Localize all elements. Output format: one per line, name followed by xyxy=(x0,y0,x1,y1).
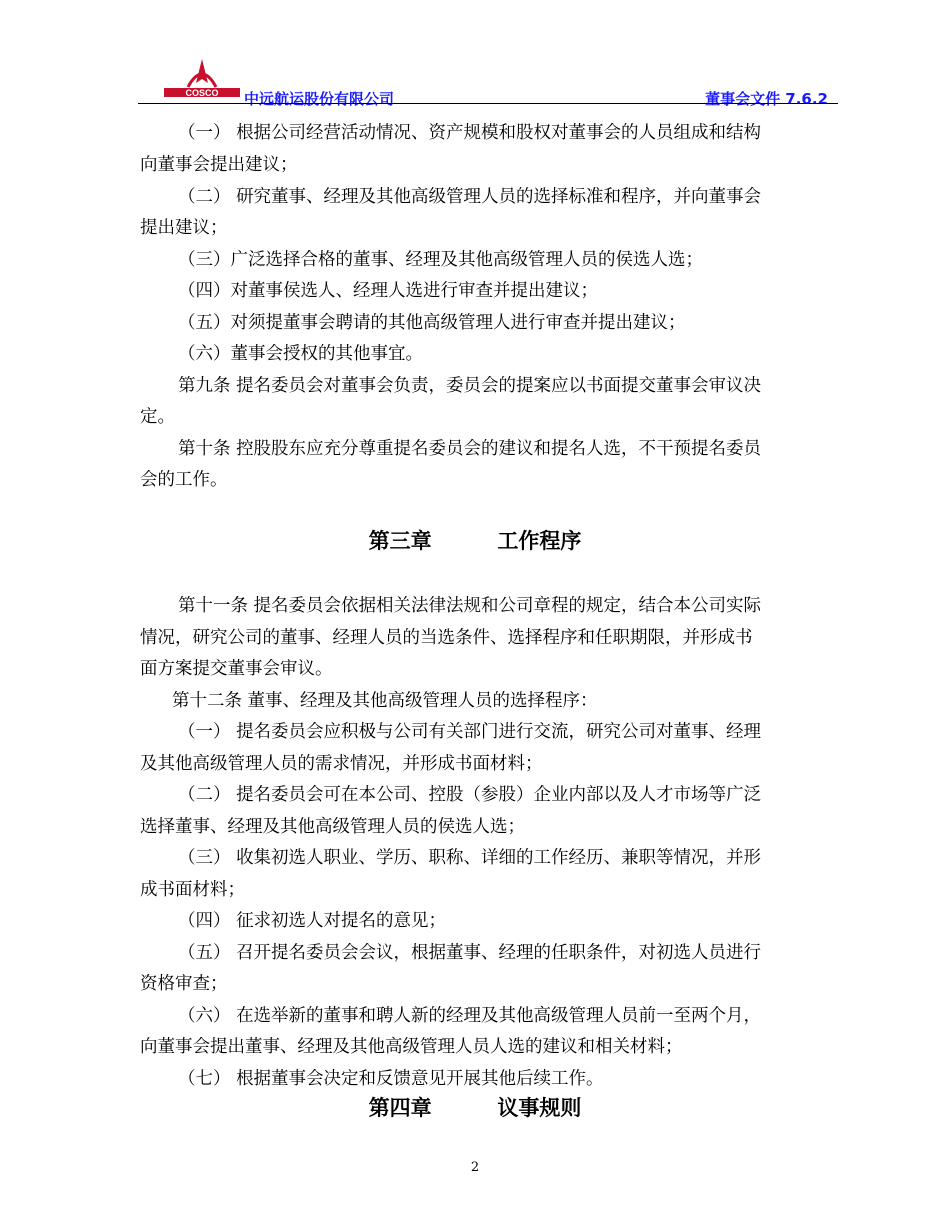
cosco-logo xyxy=(162,57,242,99)
page-number: 2 xyxy=(470,1160,480,1175)
paragraph-line: （六） 在选举新的董事和聘人新的经理及其他高级管理人员前一至两个月， xyxy=(178,1006,762,1026)
paragraph-line: （六）董事会授权的其他事宜。 xyxy=(178,344,423,364)
chapter-heading: 第三章 工作程序 xyxy=(368,529,582,553)
paragraph-line: 向董事会提出建议； xyxy=(140,155,298,175)
paragraph-line: （四）对董事侯选人、经理人选进行审查并提出建议； xyxy=(178,281,598,301)
paragraph-line: （一） 提名委员会应积极与公司有关部门进行交流，研究公司对董事、经理 xyxy=(178,722,762,742)
paragraph-line: 向董事会提出董事、经理及其他高级管理人员人选的建议和相关材料； xyxy=(140,1037,683,1057)
logo-text: COSCO xyxy=(185,88,219,98)
paragraph-line: 提出建议； xyxy=(140,218,228,238)
page-header xyxy=(138,54,838,106)
paragraph-line: （一） 根据公司经营活动情况、资产规模和股权对董事会的人员组成和结构 xyxy=(178,123,762,143)
paragraph-line: （五） 召开提名委员会会议，根据董事、经理的任职条件，对初选人员进行 xyxy=(178,943,762,963)
paragraph-line: 第九条 提名委员会对董事会负责，委员会的提案应以书面提交董事会审议决 xyxy=(178,376,762,396)
document-number: 董事会文件 7.6.2 xyxy=(705,90,828,108)
chapter-heading: 第四章 议事规则 xyxy=(368,1096,582,1120)
paragraph-line: （二） 提名委员会可在本公司、控股（参股）企业内部以及人才市场等广泛 xyxy=(178,785,762,805)
paragraph-line: （二） 研究董事、经理及其他高级管理人员的选择标准和程序，并向董事会 xyxy=(178,187,762,207)
paragraph-line: 第十二条 董事、经理及其他高级管理人员的选择程序： xyxy=(172,691,598,711)
paragraph-line: 第十条 控股股东应充分尊重提名委员会的建议和提名人选，不干预提名委员 xyxy=(178,439,762,459)
paragraph-line: 及其他高级管理人员的需求情况，并形成书面材料； xyxy=(140,754,543,774)
paragraph-line: （四） 征求初选人对提名的意见； xyxy=(178,911,447,931)
paragraph-line: （七） 根据董事会决定和反馈意见开展其他后续工作。 xyxy=(178,1069,604,1089)
paragraph-line: 成书面材料； xyxy=(140,880,245,900)
paragraph-line: 定。 xyxy=(140,407,175,427)
paragraph-line: 会的工作。 xyxy=(140,470,228,490)
company-name: 中远航运股份有限公司 xyxy=(244,90,395,108)
paragraph-line: 第十一条 提名委员会依据相关法律法规和公司章程的规定，结合本公司实际 xyxy=(178,596,762,616)
paragraph-line: 资格审查； xyxy=(140,974,228,994)
paragraph-line: 面方案提交董事会审议。 xyxy=(140,659,333,679)
paragraph-line: 选择董事、经理及其他高级管理人员的侯选人选； xyxy=(140,817,525,837)
paragraph-line: （三） 收集初选人职业、学历、职称、详细的工作经历、兼职等情况，并形 xyxy=(178,848,762,868)
header-rule xyxy=(138,103,838,104)
paragraph-line: （三）广泛选择合格的董事、经理及其他高级管理人员的侯选人选； xyxy=(178,250,703,270)
paragraph-line: （五）对须提董事会聘请的其他高级管理人进行审查并提出建议； xyxy=(178,313,686,333)
paragraph-line: 情况，研究公司的董事、经理人员的当选条件、选择程序和任职期限，并形成书 xyxy=(140,628,753,648)
